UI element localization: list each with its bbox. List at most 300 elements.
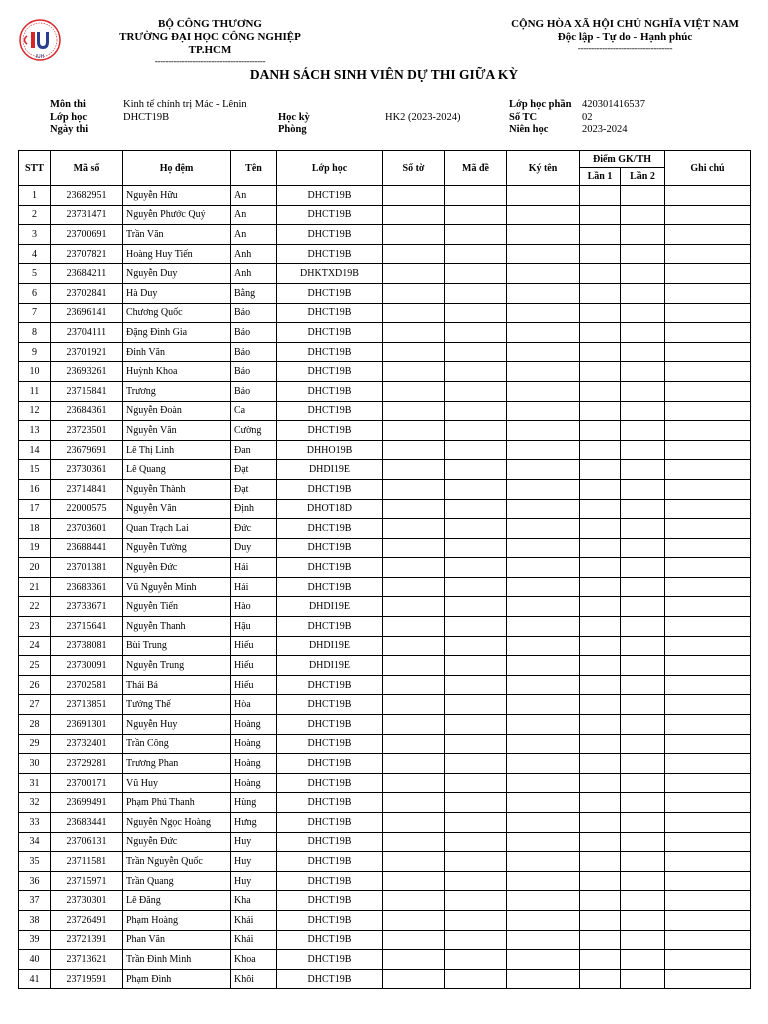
row-score-2 [621,186,665,206]
row-sheet-count [383,617,445,637]
row-score-2 [621,460,665,480]
row-student-id: 23701921 [51,342,123,362]
university-logo-icon [18,18,62,62]
row-stt: 20 [19,558,51,578]
row-first-name: Huy [231,832,277,852]
row-student-id: 23706131 [51,832,123,852]
row-stt: 16 [19,479,51,499]
row-score-1 [580,499,621,519]
row-class: DHHO19B [277,440,383,460]
ministry-name: BỘ CÔNG THƯƠNG [158,18,262,30]
row-stt: 1 [19,186,51,206]
row-class: DHCT19B [277,813,383,833]
col-middle-name: Họ đệm [123,151,231,186]
col-stt: STT [19,151,51,186]
row-student-id: 23738081 [51,636,123,656]
row-score-2 [621,969,665,989]
row-class: DHCT19B [277,754,383,774]
row-score-1 [580,577,621,597]
row-middle-name: Quan Trạch Lai [123,519,231,539]
row-notes [665,421,751,441]
row-first-name: Hào [231,597,277,617]
row-class: DHCT19B [277,342,383,362]
row-score-1 [580,264,621,284]
row-stt: 39 [19,930,51,950]
row-score-1 [580,695,621,715]
row-sheet-count [383,225,445,245]
table-row [19,244,751,264]
table-row [19,930,751,950]
row-notes [665,813,751,833]
row-notes [665,362,751,382]
row-score-1 [580,342,621,362]
row-exam-code [445,401,507,421]
row-score-1 [580,871,621,891]
university-name: TRƯỜNG ĐẠI HỌC CÔNG NGHIỆP TP.HCM [119,31,301,56]
row-middle-name: Trần Đình Minh [123,950,231,970]
row-notes [665,479,751,499]
row-score-1 [580,636,621,656]
row-class: DHCT19B [277,244,383,264]
row-score-1 [580,793,621,813]
row-sheet-count [383,538,445,558]
semester-value: HK2 (2023-2024) [385,111,461,123]
row-middle-name: Nguyễn Thành [123,479,231,499]
table-row [19,577,751,597]
row-notes [665,617,751,637]
table-row [19,773,751,793]
row-class: DHKTXD19B [277,264,383,284]
row-class: DHCT19B [277,283,383,303]
row-stt: 10 [19,362,51,382]
row-first-name: Hùng [231,793,277,813]
row-middle-name: Nguyễn Phước Quý [123,205,231,225]
row-first-name: Hòa [231,695,277,715]
row-stt: 14 [19,440,51,460]
row-middle-name: Nguyễn Thanh [123,617,231,637]
row-student-id: 23726491 [51,910,123,930]
row-notes [665,303,751,323]
row-stt: 19 [19,538,51,558]
row-notes [665,950,751,970]
row-stt: 3 [19,225,51,245]
row-stt: 38 [19,910,51,930]
row-sheet-count [383,460,445,480]
row-exam-code [445,186,507,206]
row-score-2 [621,852,665,872]
row-class: DHCT19B [277,675,383,695]
row-exam-code [445,381,507,401]
row-sheet-count [383,734,445,754]
row-middle-name: Nguyễn Tường [123,538,231,558]
row-sheet-count [383,754,445,774]
row-first-name: Hải [231,558,277,578]
row-score-1 [580,362,621,382]
row-class: DHCT19B [277,381,383,401]
row-middle-name: Nguyễn Huy [123,715,231,735]
col-attempt-1: Lần 1 [580,168,621,186]
row-first-name: An [231,225,277,245]
row-signature [507,793,580,813]
row-signature [507,813,580,833]
student-table-body [19,186,751,989]
col-sheet-count: Số tờ [383,151,445,186]
row-score-1 [580,675,621,695]
row-score-2 [621,479,665,499]
row-exam-code [445,362,507,382]
table-row [19,186,751,206]
row-class: DHCT19B [277,871,383,891]
row-notes [665,323,751,343]
row-signature [507,695,580,715]
table-row [19,969,751,989]
row-stt: 18 [19,519,51,539]
row-score-2 [621,656,665,676]
row-signature [507,950,580,970]
table-row [19,695,751,715]
row-signature [507,323,580,343]
row-signature [507,891,580,911]
row-notes [665,499,751,519]
row-signature [507,538,580,558]
row-score-2 [621,910,665,930]
row-first-name: Khôi [231,969,277,989]
row-exam-code [445,421,507,441]
row-score-2 [621,440,665,460]
row-middle-name: Nguyễn Đức [123,832,231,852]
row-exam-code [445,440,507,460]
row-sheet-count [383,891,445,911]
table-row [19,656,751,676]
row-signature [507,558,580,578]
row-signature [507,577,580,597]
row-notes [665,381,751,401]
row-middle-name: Nguyễn Văn [123,499,231,519]
row-score-1 [580,440,621,460]
row-first-name: Anh [231,264,277,284]
row-score-2 [621,734,665,754]
row-sheet-count [383,499,445,519]
table-row [19,675,751,695]
row-notes [665,871,751,891]
row-class: DHCT19B [277,930,383,950]
row-middle-name: Trần Văn [123,225,231,245]
table-row [19,910,751,930]
row-student-id: 23701381 [51,558,123,578]
row-exam-code [445,832,507,852]
row-sheet-count [383,675,445,695]
national-motto: Độc lập - Tự do - Hạnh phúc [557,31,693,43]
row-class: DHCT19B [277,401,383,421]
page-title: DANH SÁCH SINH VIÊN DỰ THI GIỮA KỲ [249,67,519,82]
row-score-1 [580,479,621,499]
row-notes [665,969,751,989]
row-student-id: 23729281 [51,754,123,774]
row-sheet-count [383,421,445,441]
row-stt: 22 [19,597,51,617]
row-student-id: 23679691 [51,440,123,460]
row-score-1 [580,323,621,343]
row-exam-code [445,538,507,558]
row-notes [665,205,751,225]
subject-label: Môn thi [50,99,86,110]
row-stt: 37 [19,891,51,911]
row-first-name: Hiếu [231,636,277,656]
row-exam-code [445,969,507,989]
row-first-name: Kha [231,891,277,911]
row-student-id: 23688441 [51,538,123,558]
row-student-id: 23711581 [51,852,123,872]
row-sheet-count [383,852,445,872]
row-score-1 [580,773,621,793]
row-middle-name: Thái Bá [123,675,231,695]
row-first-name: Hoàng [231,754,277,774]
row-class: DHDI19E [277,597,383,617]
row-middle-name: Đinh Văn [123,342,231,362]
row-notes [665,852,751,872]
semester-label: Học kỳ [278,111,310,123]
row-score-1 [580,303,621,323]
row-class: DHCT19B [277,969,383,989]
table-row [19,421,751,441]
credits-value: 02 [582,111,593,123]
subject-value: Kinh tế chính trị Mác - Lênin [123,99,247,110]
col-student-id: Mã số [51,151,123,186]
row-exam-code [445,577,507,597]
row-student-id: 23732401 [51,734,123,754]
row-middle-name: Nguyễn Hữu [123,186,231,206]
row-class: DHCT19B [277,519,383,539]
row-sheet-count [383,362,445,382]
row-score-2 [621,283,665,303]
row-student-id: 23683361 [51,577,123,597]
row-signature [507,519,580,539]
row-sheet-count [383,715,445,735]
row-score-1 [580,225,621,245]
row-signature [507,186,580,206]
row-stt: 5 [19,264,51,284]
row-student-id: 23704111 [51,323,123,343]
row-stt: 35 [19,852,51,872]
row-signature [507,303,580,323]
row-stt: 34 [19,832,51,852]
row-first-name: Bảo [231,342,277,362]
row-middle-name: Bùi Trung [123,636,231,656]
row-sheet-count [383,695,445,715]
row-score-2 [621,832,665,852]
row-score-2 [621,793,665,813]
row-sheet-count [383,186,445,206]
row-first-name: Hoàng [231,715,277,735]
row-exam-code [445,244,507,264]
row-signature [507,773,580,793]
row-class: DHCT19B [277,695,383,715]
row-student-id: 23682951 [51,186,123,206]
row-sheet-count [383,832,445,852]
row-score-2 [621,891,665,911]
course-section-label: Lớp học phần [509,99,572,110]
row-stt: 15 [19,460,51,480]
row-exam-code [445,617,507,637]
row-first-name: Bảo [231,323,277,343]
row-middle-name: Tưởng Thế [123,695,231,715]
row-first-name: Hưng [231,813,277,833]
row-signature [507,264,580,284]
academic-year-value: 2023-2024 [582,124,628,135]
table-row [19,891,751,911]
table-row [19,754,751,774]
row-signature [507,362,580,382]
row-stt: 33 [19,813,51,833]
row-exam-code [445,695,507,715]
row-sheet-count [383,656,445,676]
row-signature [507,656,580,676]
row-first-name: Khải [231,930,277,950]
row-middle-name: Trần Quang [123,871,231,891]
republic-name: CỘNG HÒA XÃ HỘI CHỦ NGHĨA VIỆT NAM [511,18,739,30]
row-first-name: Bằng [231,283,277,303]
row-score-2 [621,871,665,891]
row-score-1 [580,244,621,264]
row-middle-name: Vũ Nguyễn Minh [123,577,231,597]
row-first-name: Bảo [231,362,277,382]
row-middle-name: Nguyễn Trung [123,656,231,676]
row-notes [665,186,751,206]
row-class: DHCT19B [277,205,383,225]
row-notes [665,891,751,911]
class-label: Lớp học [50,111,88,123]
row-first-name: Hải [231,577,277,597]
row-score-1 [580,519,621,539]
row-score-2 [621,264,665,284]
row-signature [507,381,580,401]
row-sheet-count [383,773,445,793]
row-score-2 [621,813,665,833]
row-notes [665,342,751,362]
row-stt: 23 [19,617,51,637]
row-signature [507,832,580,852]
row-notes [665,264,751,284]
row-stt: 28 [19,715,51,735]
row-class: DHCT19B [277,186,383,206]
row-notes [665,715,751,735]
row-score-1 [580,715,621,735]
row-exam-code [445,754,507,774]
row-sheet-count [383,440,445,460]
row-class: DHCT19B [277,577,383,597]
table-row [19,832,751,852]
row-student-id: 23715841 [51,381,123,401]
row-stt: 32 [19,793,51,813]
row-middle-name: Nguyễn Tiến [123,597,231,617]
table-row [19,852,751,872]
row-middle-name: Nguyễn Duy [123,264,231,284]
row-notes [665,910,751,930]
table-row [19,734,751,754]
row-notes [665,695,751,715]
logo-lettering: IUH [35,54,45,60]
row-stt: 29 [19,734,51,754]
row-student-id: 23702841 [51,283,123,303]
row-first-name: An [231,205,277,225]
row-score-2 [621,558,665,578]
row-middle-name: Lê Đăng [123,891,231,911]
row-middle-name: Phạm Hoàng [123,910,231,930]
row-first-name: Anh [231,244,277,264]
row-first-name: Đan [231,440,277,460]
row-class: DHCT19B [277,225,383,245]
row-notes [665,754,751,774]
row-notes [665,636,751,656]
row-score-1 [580,538,621,558]
table-row [19,793,751,813]
room-label: Phòng [278,124,307,135]
row-sheet-count [383,871,445,891]
row-score-2 [621,773,665,793]
row-class: DHDI19E [277,656,383,676]
row-class: DHCT19B [277,891,383,911]
row-class: DHDI19E [277,460,383,480]
table-row [19,558,751,578]
row-student-id: 23700171 [51,773,123,793]
row-score-2 [621,323,665,343]
row-score-1 [580,832,621,852]
table-row [19,303,751,323]
left-underline: ----------------------------------------- [154,56,266,66]
row-first-name: Ca [231,401,277,421]
table-row [19,538,751,558]
row-stt: 40 [19,950,51,970]
row-notes [665,832,751,852]
row-score-2 [621,519,665,539]
row-signature [507,205,580,225]
row-signature [507,460,580,480]
row-notes [665,656,751,676]
row-exam-code [445,519,507,539]
row-score-2 [621,617,665,637]
col-notes: Ghi chú [665,151,751,186]
row-middle-name: Lê Thị Linh [123,440,231,460]
row-sheet-count [383,264,445,284]
row-notes [665,597,751,617]
row-exam-code [445,597,507,617]
row-student-id: 23684361 [51,401,123,421]
row-middle-name: Vũ Huy [123,773,231,793]
row-first-name: Duy [231,538,277,558]
row-score-2 [621,362,665,382]
row-exam-code [445,930,507,950]
student-table [18,150,751,989]
row-signature [507,871,580,891]
row-score-1 [580,617,621,637]
row-student-id: 23696141 [51,303,123,323]
table-row [19,323,751,343]
row-student-id: 23713621 [51,950,123,970]
row-middle-name: Huỳnh Khoa [123,362,231,382]
row-student-id: 23730361 [51,460,123,480]
row-score-1 [580,283,621,303]
row-signature [507,734,580,754]
row-notes [665,244,751,264]
row-signature [507,617,580,637]
row-exam-code [445,558,507,578]
row-exam-code [445,460,507,480]
row-first-name: Định [231,499,277,519]
row-score-2 [621,499,665,519]
row-student-id: 23691301 [51,715,123,735]
row-student-id: 23703601 [51,519,123,539]
table-row [19,597,751,617]
